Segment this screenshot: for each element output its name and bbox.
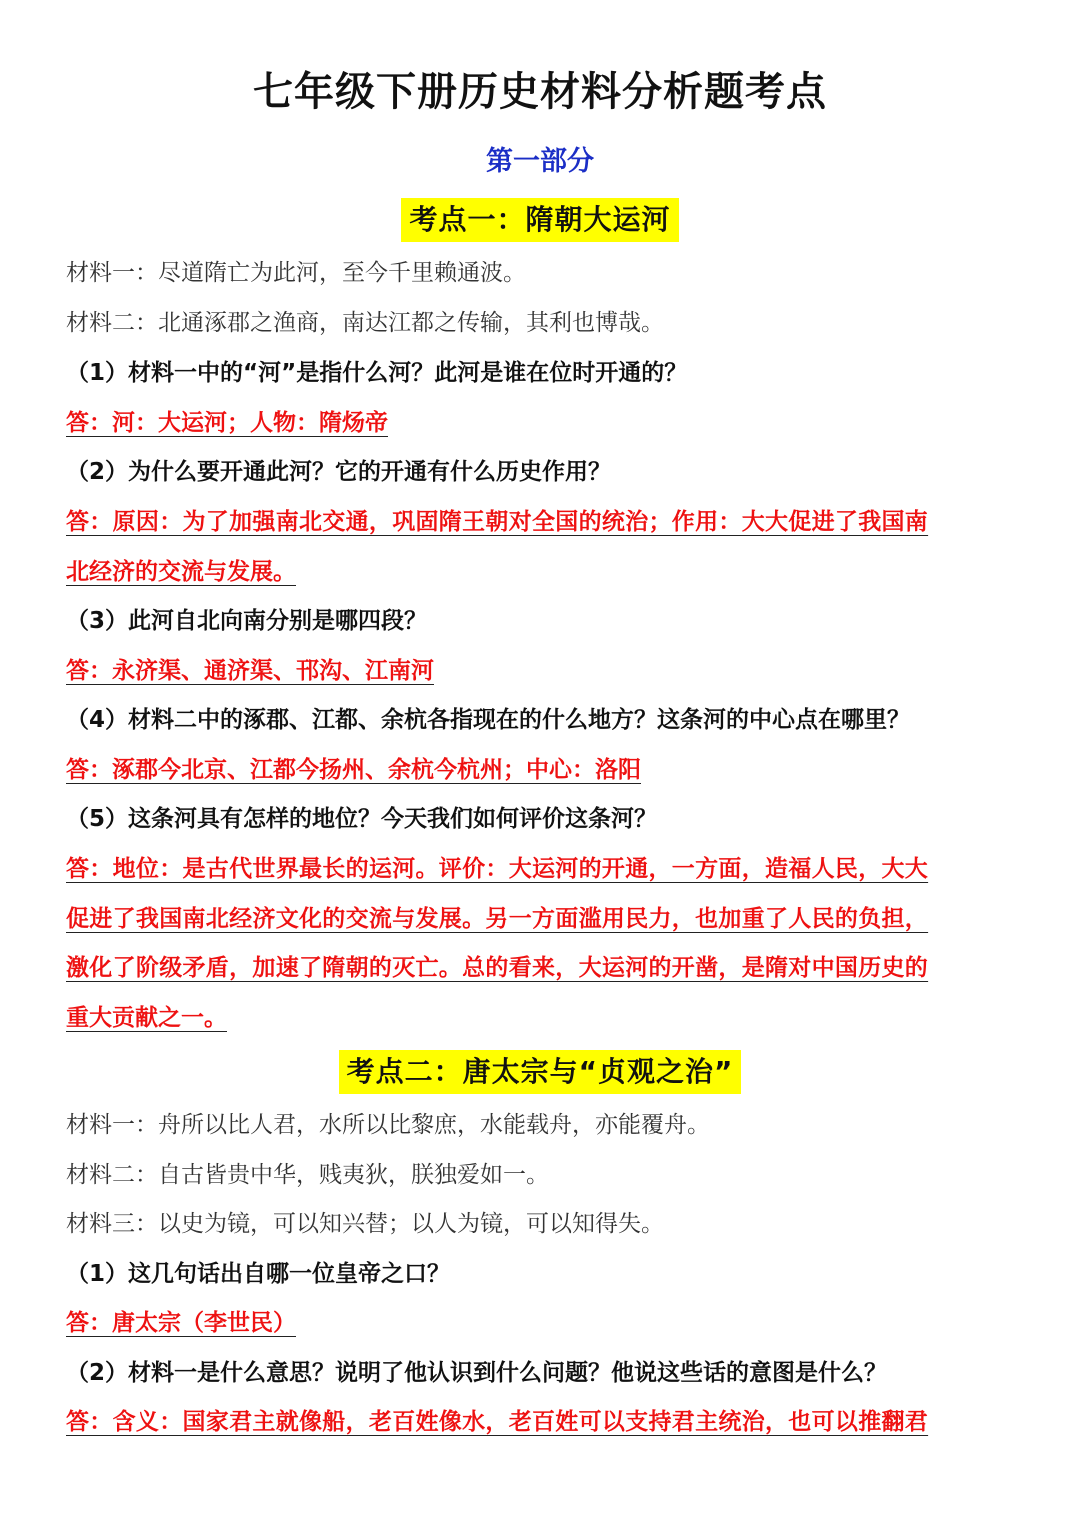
answer-line	[66, 852, 1026, 886]
material-line: 材料三：以史为镜，可以知兴替；以人为镜，可以知得失。	[66, 1211, 664, 1237]
answer-text: 激化了阶级矛盾，加速了隋朝的灭亡。总的看来，大运河的开凿，是隋对中国历史的	[66, 955, 929, 981]
question-line: （2）为什么要开通此河？它的开通有什么历史作用？	[66, 459, 612, 485]
section-heading-wrap	[0, 198, 1080, 242]
answer-line	[66, 1001, 1026, 1035]
question-line: （2）材料一是什么意思？说明了他认识到什么问题？他说这些话的意图是什么？	[66, 1360, 888, 1386]
answer-line	[66, 902, 1026, 936]
answer-line	[66, 1405, 1026, 1439]
question-line: （4）材料二中的涿郡、江都、余杭各指现在的什么地方？这条河的中心点在哪里？	[66, 707, 911, 733]
answer-text: 答：唐太宗（李世民）	[66, 1310, 296, 1336]
material-line: 材料二：自古皆贵中华，贱夷狄，朕独爱如一。	[66, 1162, 549, 1188]
material-line: 材料二：北通涿郡之渔商，南达江都之传输，其利也博哉。	[66, 310, 664, 336]
answer-text: 答：涿郡今北京、江都今扬州、余杭今杭州；中心：洛阳	[66, 757, 641, 783]
answer-text: 答：河：大运河；人物：隋炀帝	[66, 410, 388, 436]
part-heading: 第一部分	[486, 146, 594, 177]
question-line: （3）此河自北向南分别是哪四段？	[66, 608, 428, 634]
document-title: 七年级下册历史材料分析题考点	[253, 69, 827, 115]
answer-line	[66, 654, 1026, 688]
answer-text: 北经济的交流与发展。	[66, 559, 296, 585]
question-line: （1）材料一中的“河”是指什么河？此河是谁在位时开通的？	[66, 360, 688, 386]
answer-text: 答：地位：是古代世界最长的运河。评价：大运河的开通，一方面，造福人民，大大	[66, 856, 929, 882]
answer-text: 答：原因：为了加强南北交通，巩固隋王朝对全国的统治；作用：大大促进了我国南	[66, 509, 929, 535]
answer-line	[66, 555, 1026, 589]
answer-line	[66, 753, 1026, 787]
answer-text: 答：含义：国家君主就像船，老百姓像水，老百姓可以支持君主统治，也可以推翻君	[66, 1409, 929, 1435]
section-heading: 考点二：唐太宗与“贞观之治”	[339, 1050, 742, 1094]
section-heading: 考点一：隋朝大运河	[401, 198, 678, 242]
answer-line	[66, 1306, 1026, 1340]
answer-line	[66, 505, 1026, 539]
answer-text: 促进了我国南北经济文化的交流与发展。另一方面滥用民力，也加重了人民的负担，	[66, 906, 929, 932]
material-line: 材料一：尽道隋亡为此河，至今千里赖通波。	[66, 260, 526, 286]
answer-line	[66, 406, 1026, 440]
section-heading-wrap	[0, 1050, 1080, 1094]
answer-text: 答：永济渠、通济渠、邗沟、江南河	[66, 658, 434, 684]
answer-text: 重大贡献之一。	[66, 1005, 227, 1031]
material-line: 材料一：舟所以比人君，水所以比黎庶，水能载舟，亦能覆舟。	[66, 1112, 710, 1138]
answer-line	[66, 951, 1026, 985]
question-line: （1）这几句话出自哪一位皇帝之口？	[66, 1261, 451, 1287]
question-line: （5）这条河具有怎样的地位？今天我们如何评价这条河？	[66, 806, 658, 832]
